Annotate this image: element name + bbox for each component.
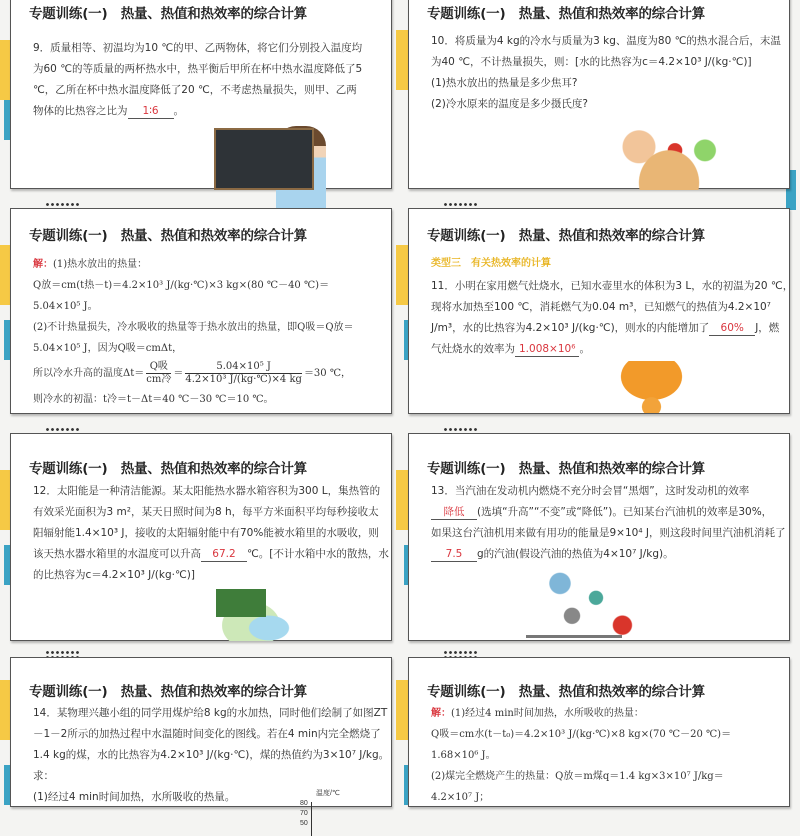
question-text bbox=[33, 481, 389, 586]
illustration bbox=[206, 589, 296, 641]
text-line bbox=[431, 339, 775, 360]
graph-tick-label: 80 bbox=[300, 800, 308, 807]
question-text bbox=[431, 481, 786, 565]
solution-label: 解： bbox=[431, 708, 451, 719]
text-segment: (选填“升高”“不变”或“降低”)。已知某台汽油机的效率是30%， bbox=[477, 506, 773, 518]
text-segment: (2)煤完全燃烧产生的热量：Q放＝m煤q＝1.4 kg×3×10⁷ J/kg＝ bbox=[431, 771, 724, 782]
text-segment: 5.04×10⁵ J。 bbox=[33, 301, 98, 312]
fraction-numerator: Q吸 bbox=[146, 361, 171, 374]
text-segment: 现将水加热至100 ℃，消耗燃气为0.04 m³，已知燃气的热值为4.2×10⁷ bbox=[431, 301, 771, 313]
text-segment: 气灶烧水的效率为 bbox=[431, 343, 515, 355]
text-segment: 则冷水的初温：t冷＝t－Δt＝40 ℃－30 ℃＝10 ℃。 bbox=[33, 394, 274, 405]
slide-title: 专题训练(一) 热量、热值和热效率的综合计算 bbox=[427, 461, 705, 477]
text-segment: g的汽油(假设汽油的热值为4×10⁷ J/kg)。 bbox=[477, 548, 674, 560]
graph-tick-label: 70 bbox=[300, 810, 308, 817]
answer-blank: 60% bbox=[709, 321, 755, 336]
slide-card-2[interactable] bbox=[408, 0, 790, 189]
text-line bbox=[431, 481, 775, 502]
text-line bbox=[431, 73, 775, 94]
text-segment: (1)经过4 min时间加热，水所吸收的热量： bbox=[451, 708, 644, 719]
text-line bbox=[33, 523, 377, 544]
text-line bbox=[431, 523, 786, 544]
text-segment: 阳辐射能1.4×10³ J，接收的太阳辐射能中有70%能被水箱里的水吸收，则 bbox=[33, 527, 379, 539]
slide-card-6[interactable] bbox=[408, 433, 790, 641]
slide-title: 专题训练(一) 热量、热值和热效率的综合计算 bbox=[29, 684, 307, 700]
text-line bbox=[431, 544, 775, 565]
illustration bbox=[604, 361, 699, 413]
text-line bbox=[431, 31, 781, 52]
section-type-label: 类型三 有关热效率的计算 bbox=[431, 258, 551, 269]
text-segment: 1.68×10⁶ J。 bbox=[431, 750, 496, 761]
question-text bbox=[431, 276, 794, 360]
slide-card-4[interactable] bbox=[408, 208, 794, 414]
text-segment: 如果这台汽油机用来做有用功的能量是9×10⁴ J，则这段时间里汽油机消耗了 bbox=[431, 527, 786, 539]
text-segment: 14．某物理兴趣小组的同学用煤炉给8 kg的水加热，同时他们绘制了如图ZT bbox=[33, 707, 388, 719]
text-line bbox=[33, 565, 377, 586]
illustration bbox=[524, 569, 644, 641]
text-segment: 物体的比热容之比为 bbox=[33, 105, 128, 117]
text-segment: Q放＝cm(t热－t)＝4.2×10³ J/(kg·℃)×3 kg×(80 ℃－40 ℃)＝ bbox=[33, 280, 330, 291]
slide-card-8[interactable] bbox=[408, 657, 790, 807]
question-text bbox=[431, 31, 781, 115]
text-line bbox=[33, 745, 390, 766]
question-text bbox=[33, 254, 377, 410]
graph-y-label: 温度/℃ bbox=[316, 790, 340, 797]
text-segment: 1.4 kg的煤，水的比热容为4.2×10³ J/(kg·℃)，煤的热值约为3×10⁷ J/kg。 bbox=[33, 749, 390, 761]
temperature-graph bbox=[300, 790, 381, 836]
text-segment: 为40 ℃，不计热量损失，则：[水的比热容为c＝4.2×10³ J/(kg·℃)] bbox=[431, 56, 752, 68]
slide-title: 专题训练(一) 热量、热值和热效率的综合计算 bbox=[427, 6, 705, 22]
text-line bbox=[33, 59, 377, 80]
text-line bbox=[33, 275, 377, 296]
text-segment: 4.2×10⁷ J； bbox=[431, 792, 490, 803]
text-line bbox=[33, 338, 377, 359]
text-line bbox=[431, 787, 775, 808]
text-line bbox=[33, 766, 377, 787]
slide-card-3[interactable] bbox=[10, 208, 392, 414]
text-segment: 10．将质量为4 kg的冷水与质量为3 kg、温度为80 ℃的热水混合后，末温 bbox=[431, 35, 781, 47]
text-line bbox=[33, 296, 377, 317]
solution-label: 解： bbox=[33, 259, 53, 270]
slide-title: 专题训练(一) 热量、热值和热效率的综合计算 bbox=[427, 228, 705, 244]
text-line bbox=[33, 389, 377, 410]
text-segment: 13．当汽油在发动机内燃烧不充分时会冒“黑烟”，这时发动机的效率 bbox=[431, 485, 750, 497]
fraction bbox=[146, 361, 171, 386]
text-segment: (2)不计热量损失，冷水吸收的热量等于热水放出的热量，即Q吸＝Q放＝ bbox=[33, 322, 354, 333]
text-segment: J，燃 bbox=[755, 322, 780, 334]
graph-tick-label: 50 bbox=[300, 820, 308, 827]
text-segment: (1)热水放出的热量是多少焦耳? bbox=[431, 77, 578, 89]
text-segment: －1－2所示的加热过程中水温随时间变化的图线。若在4 min内完全燃烧了 bbox=[33, 728, 381, 740]
text-segment: ℃，乙所在杯中热水温度降低了20 ℃，不考虑热量损失，则甲、乙两 bbox=[33, 84, 357, 96]
question-text bbox=[33, 38, 377, 122]
text-line bbox=[33, 544, 389, 565]
text-segment: ＝ bbox=[173, 368, 184, 379]
illustration bbox=[214, 128, 314, 190]
slide-title: 专题训练(一) 热量、热值和热效率的综合计算 bbox=[29, 461, 307, 477]
text-line bbox=[33, 101, 377, 122]
slide-title: 专题训练(一) 热量、热值和热效率的综合计算 bbox=[29, 228, 307, 244]
text-line bbox=[33, 317, 377, 338]
text-segment: (1)经过4 min时间加热，水所吸收的热量。 bbox=[33, 791, 236, 803]
slide-title: 专题训练(一) 热量、热值和热效率的综合计算 bbox=[427, 684, 705, 700]
text-segment: 为60 ℃的等质量的两杯热水中，热平衡后甲所在杯中热水温度降低了5 bbox=[33, 63, 363, 75]
text-segment: 11．小明在家用燃气灶烧水，已知水壶里水的体积为3 L，水的初温为20 ℃， bbox=[431, 280, 794, 292]
slide-card-7[interactable] bbox=[10, 657, 392, 827]
text-line bbox=[33, 502, 377, 523]
fraction-numerator: 5.04×10⁵ J bbox=[185, 361, 302, 374]
slide-title: 专题训练(一) 热量、热值和热效率的综合计算 bbox=[29, 6, 307, 22]
text-line bbox=[33, 481, 381, 502]
text-segment: 。 bbox=[173, 105, 184, 117]
answer-blank: 降低 bbox=[431, 505, 477, 520]
text-line bbox=[431, 703, 775, 724]
text-line bbox=[33, 38, 377, 59]
text-segment: 有效采光面积为3 m²，某天日照时间为8 h，每平方米面积平均每秒接收太 bbox=[33, 506, 379, 518]
text-line bbox=[431, 724, 775, 745]
fraction-denominator: 4.2×10³ J/(kg·℃)×4 kg bbox=[185, 374, 302, 385]
text-line bbox=[431, 297, 775, 318]
text-line bbox=[431, 766, 775, 787]
text-segment: 所以冷水升高的温度Δt＝ bbox=[33, 368, 145, 379]
fraction-denominator: cm冷 bbox=[146, 374, 172, 385]
text-segment: J/m³，水的比热容为4.2×10³ J/(kg·℃)，则水的内能增加了 bbox=[431, 322, 710, 334]
text-line bbox=[431, 318, 780, 339]
text-segment: 该天热水器水箱里的水温度可以升高 bbox=[33, 548, 201, 560]
text-line bbox=[431, 502, 775, 523]
text-segment: (2)冷水原来的温度是多少摄氏度? bbox=[431, 98, 588, 110]
answer-blank: 7.5 bbox=[431, 547, 477, 562]
text-segment: 9．质量相等、初温均为10 ℃的甲、乙两物体，将它们分别投入温度均 bbox=[33, 42, 363, 54]
text-line bbox=[33, 254, 377, 275]
fraction bbox=[185, 361, 302, 386]
text-segment: ＝30 ℃， bbox=[303, 368, 352, 379]
question-text bbox=[431, 703, 775, 808]
illustration bbox=[609, 118, 729, 190]
text-line bbox=[431, 94, 775, 115]
text-segment: (1)热水放出的热量： bbox=[53, 259, 148, 270]
text-segment: 的比热容为c＝4.2×10³ J/(kg·℃)] bbox=[33, 569, 195, 581]
text-line bbox=[431, 52, 775, 73]
text-line bbox=[431, 276, 794, 297]
text-line bbox=[33, 724, 381, 745]
text-line bbox=[33, 359, 377, 389]
text-segment: 。 bbox=[579, 343, 590, 355]
slide-card-5[interactable] bbox=[10, 433, 392, 641]
text-line bbox=[33, 703, 388, 724]
answer-blank: 67.2 bbox=[201, 547, 247, 562]
slide-card-1[interactable] bbox=[10, 0, 392, 189]
text-segment: Q吸＝cm水(t－t₀)＝4.2×10³ J/(kg·℃)×8 kg×(70 ℃－20 ℃)＝ bbox=[431, 729, 732, 740]
text-line bbox=[431, 745, 775, 766]
text-segment: 求： bbox=[33, 770, 54, 782]
text-segment: 12．太阳能是一种清洁能源。某太阳能热水器水箱容积为300 L，集热管的 bbox=[33, 485, 381, 497]
answer-blank: 1∶6 bbox=[128, 104, 174, 119]
text-line bbox=[33, 80, 377, 101]
answer-blank: 1.008×10⁶ bbox=[515, 342, 579, 357]
text-segment: ℃。[不计水箱中水的散热，水 bbox=[247, 548, 389, 560]
text-segment: 5.04×10⁵ J，因为Q吸＝cmΔt， bbox=[33, 343, 183, 354]
